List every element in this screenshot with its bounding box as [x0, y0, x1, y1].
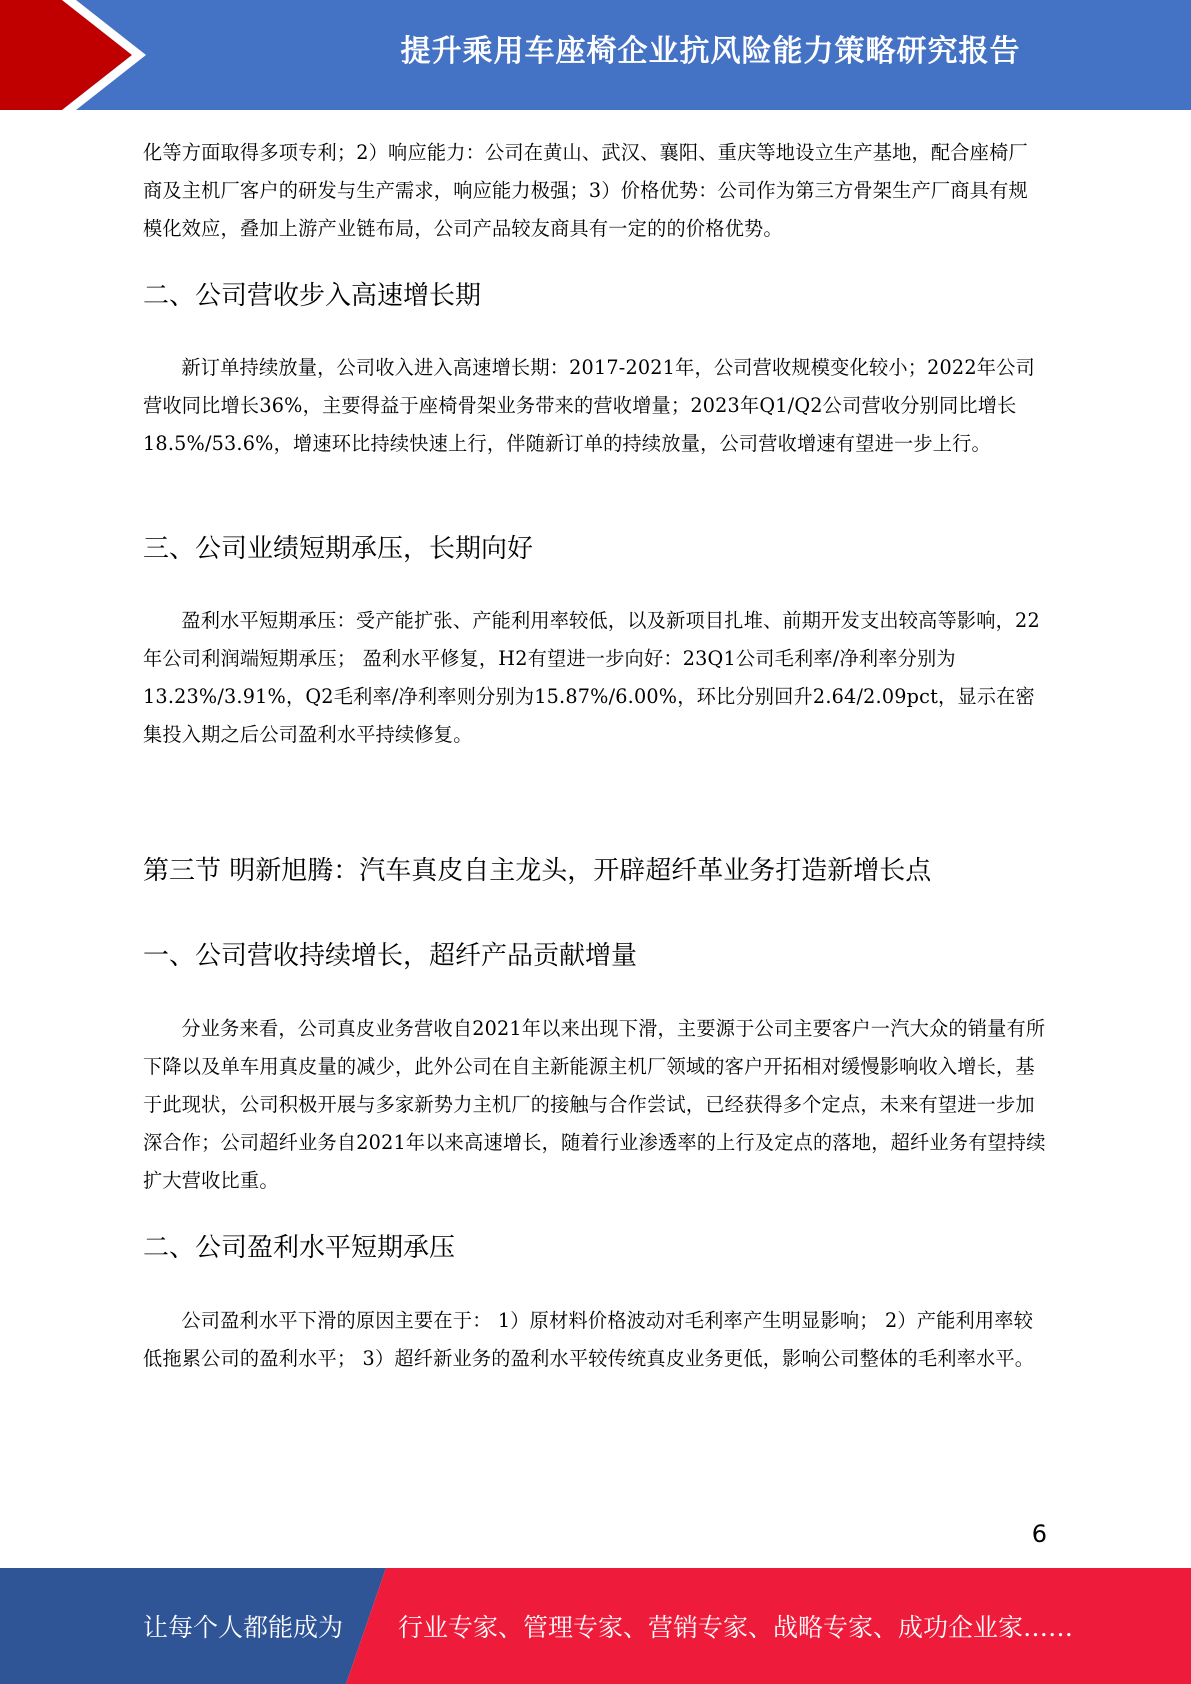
page-footer: [0, 1568, 1191, 1684]
paragraph-revenue-growth: 新订单持续放量，公司收入进入高速增长期：2017-2021年，公司营收规模变化较小；2022年公司营收同比增长36%，主要得益于座椅骨架业务带来的营收增量；2023年Q1/Q2公司营收分别同比增长18.5%/53.6%，增速环比持续快速上行，伴随新订单的持续放量，公司营收增速有望进一步上行。: [143, 356, 1035, 455]
paragraph-intro: 化等方面取得多项专利；2）响应能力：公司在黄山、武汉、襄阳、重庆等地设立生产基地，配合座椅厂商及主机厂客户的研发与生产需求，响应能力极强；3）价格优势：公司作为第三方骨架生产厂商具有规模化效应，叠加上游产业链布局，公司产品较友商具有一定的的价格优势。: [143, 141, 1028, 240]
paragraph-profitability-pressure: 公司盈利水平下滑的原因主要在于： 1）原材料价格波动对毛利率产生明显影响； 2）产能利用率较低拖累公司的盈利水平； 3）超纤新业务的盈利水平较传统真皮业务更低，影响公司整体的毛利率水平。: [143, 1309, 1035, 1370]
page-header: [0, 0, 1191, 110]
footer-slogan-left: 让每个人都能成为: [143, 1613, 344, 1642]
section-title: 第三节 明新旭腾：汽车真皮自主龙头，开辟超纤革业务打造新增长点: [143, 856, 932, 886]
paragraph-revenue-increase: 分业务来看，公司真皮业务营收自2021年以来出现下滑，主要源于公司主要客户一汽大众的销量有所下降以及单车用真皮量的减少，此外公司在自主新能源主机厂领域的客户开拓相对缓慢影响收入增长，基于此现状，公司积极开展与多家新势力主机厂的接触与合作尝试，已经获得多个定点，未来有望进一步加深合作；公司超纤业务自2021年以来高速增长，随着行业渗透率的上行及定点的落地，超纤业务有望持续扩大营收比重。: [143, 1017, 1046, 1192]
report-title: 提升乘用车座椅企业抗风险能力策略研究报告: [400, 34, 1021, 69]
heading-profitability-pressure: 二、公司盈利水平短期承压: [143, 1233, 456, 1263]
heading-performance-pressure: 三、公司业绩短期承压，长期向好: [143, 534, 534, 564]
heading-revenue-increase: 一、公司营收持续增长，超纤产品贡献增量: [143, 941, 638, 971]
heading-revenue-growth: 二、公司营收步入高速增长期: [143, 281, 482, 311]
header-arrow-graphic: [0, 0, 160, 110]
page-number: 6: [1031, 1520, 1047, 1548]
paragraph-performance-pressure: 盈利水平短期承压：受产能扩张、产能利用率较低，以及新项目扎堆、前期开发支出较高等影响，22年公司利润端短期承压； 盈利水平修复，H2有望进一步向好：23Q1公司毛利率/净利率分别为13.23%/3.91%，Q2毛利率/净利率则分别为15.87%/6.00%，环比分别回升2.64/2.09pct，显示在密集投入期之后公司盈利水平持续修复。: [143, 609, 1040, 746]
footer-slogan-right: 行业专家、管理专家、营销专家、战略专家、成功企业家……: [398, 1613, 1074, 1642]
